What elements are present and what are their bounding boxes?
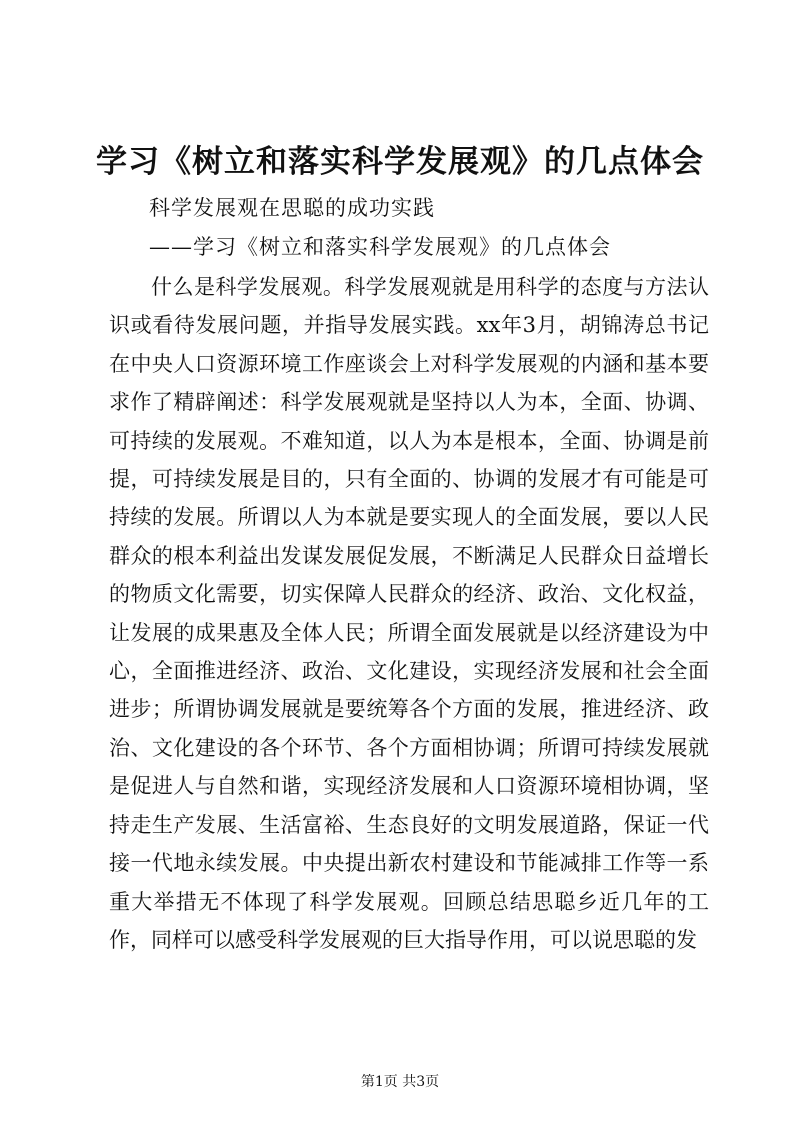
subtitle-1: 科学发展观在思聪的成功实践 <box>149 196 435 220</box>
page-footer: 第1页 共3页 <box>360 1074 440 1090</box>
body-paragraph: 什么是科学发展观。科学发展观就是用科学的态度与方法认识或看待发展问题，并指导发展实践。xx年3月，胡锦涛总书记在中央人口资源环境工作座谈会上对科学发展观的内涵和基本要求作了精辟阐述：科学发展观就是坚持以人为本，全面、协调、可持续的发展观。不难知道，以人为本是根本，全面、协调是前提，可持续发展是目的，只有全面的、协调的发展才有可能是可持续的发展。所谓以人为本就是要实现人的全面发展，要以人民群众的根本利益出发谋发展促发展，不断满足人民群众日益增长的物质文化需要，切实保障人民群众的经济、政治、文化权益，让发展的成果惠及全体人民；所谓全面发展就是以经济建设为中心，全面推进经济、政治、文化建设，实现经济发展和社会全面进步；所谓协调发展就是要统筹各个方面的发展，推进经济、政治、文化建设的各个环节、各个方面相协调；所谓可持续发展就是促进人与自然和谐，实现经济发展和人口资源环境相协调，坚持走生产发展、生活富裕、生态良好的文明发展道路，保证一代接一代地永续发展。中央提出新农村建设和节能减排工作等一系重大举措无不体现了科学发展观。回顾总结思聪乡近几年的工作，同样可以感受科学发展观的巨大指导作用，可以说思聪的发 <box>109 275 709 952</box>
document-title: 学习《树立和落实科学发展观》的几点体会 <box>96 144 704 180</box>
subtitle-2: ——学习《树立和落实科学发展观》的几点体会 <box>149 235 611 259</box>
